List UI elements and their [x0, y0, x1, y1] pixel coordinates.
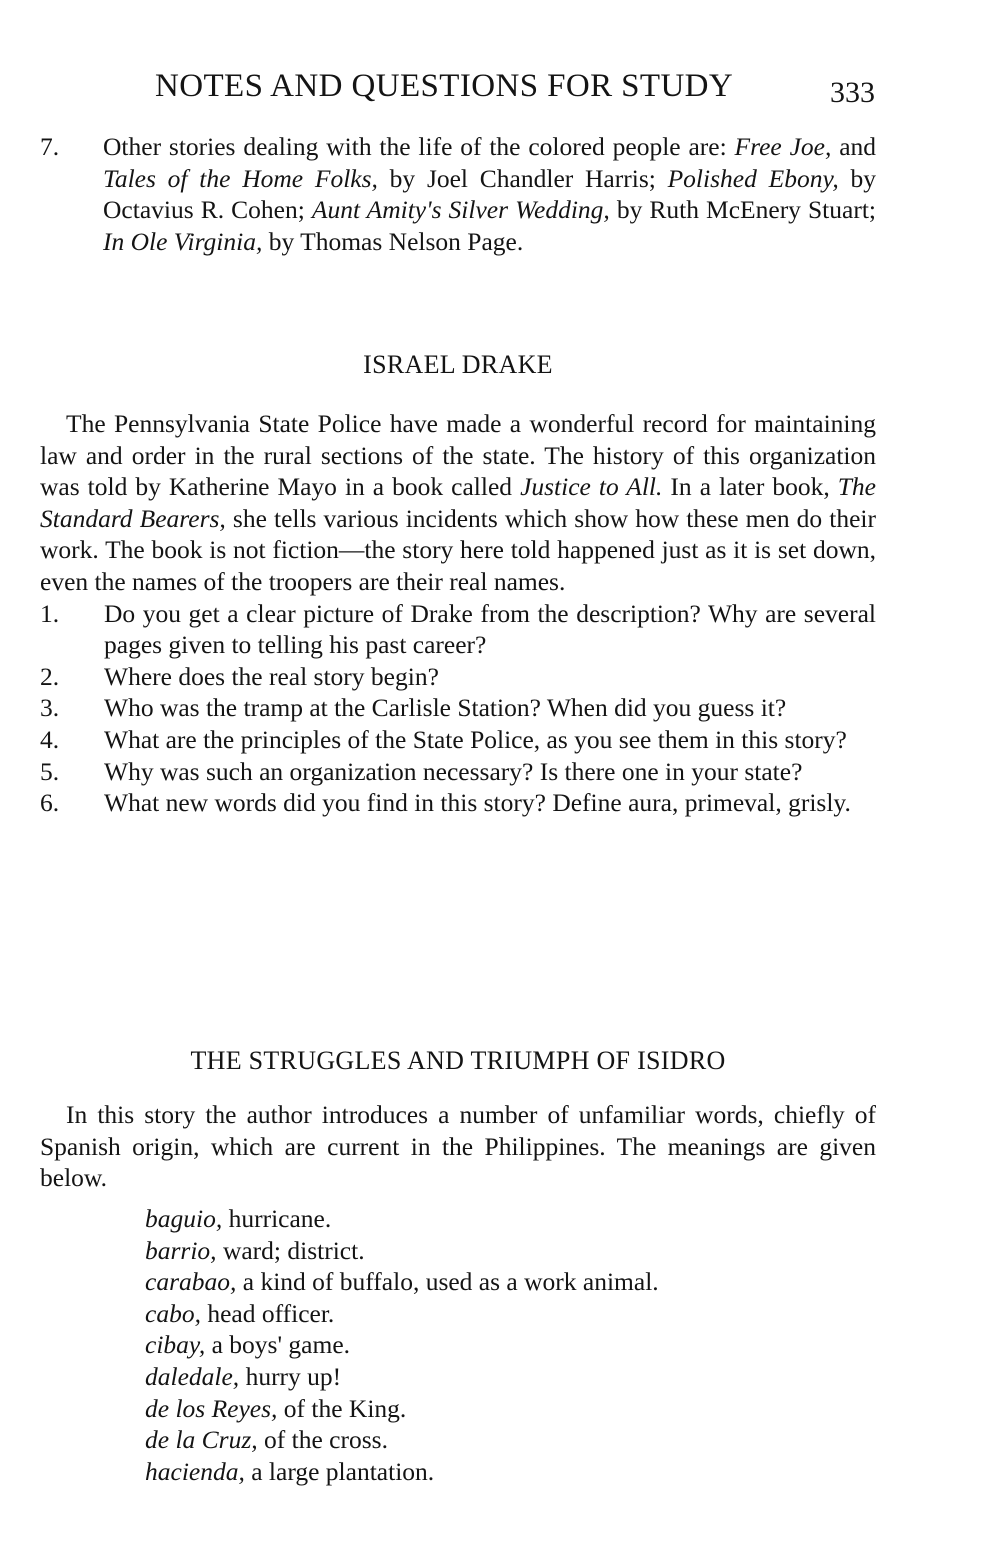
book-title: Polished Ebony,: [667, 163, 839, 193]
glossary-definition: head officer.: [200, 1298, 335, 1328]
text-run: by Joel Chandler Harris;: [377, 163, 668, 193]
text-run: Other stories dealing with the life of the colored people are:: [103, 132, 735, 161]
text-run: she tells various incidents which show how these men do their work. The book is not fiction—the story here told happened just as it is set down, even the names of the troopers are their real names.: [40, 503, 876, 596]
question-item: [40, 598, 876, 661]
note-seven: [40, 131, 876, 257]
glossary-definition: a kind of buffalo, used as a work animal.: [236, 1267, 659, 1297]
glossary-entry: [145, 1456, 845, 1488]
book-title: Free Joe,: [734, 132, 832, 161]
text-run: by Thomas Nelson Page.: [262, 226, 524, 256]
book-title: In Ole Virginia,: [103, 226, 263, 256]
glossary-term: daledale,: [145, 1361, 240, 1391]
question-text: What new words did you find in this story? Define aura, primeval, grisly.: [104, 788, 851, 818]
question-text: Do you get a clear picture of Drake from the description? Why are several pages given to telling his past career?: [104, 598, 876, 660]
question-text: What are the principles of the State Police, as you see them in this story?: [104, 724, 847, 754]
glossary-term: hacienda,: [145, 1456, 245, 1486]
question-number: 6.: [40, 788, 60, 818]
question-text: Where does the real story begin?: [104, 661, 439, 691]
glossary-entry: [145, 1329, 845, 1361]
question-list: [40, 598, 876, 819]
glossary-entry: [145, 1424, 845, 1456]
note-text: [103, 131, 876, 257]
glossary-definition: hurry up!: [239, 1361, 342, 1391]
glossary-definition: of the King.: [277, 1393, 407, 1423]
question-text: Who was the tramp at the Carlisle Station? When did you guess it?: [104, 693, 787, 723]
glossary-entry: [145, 1361, 845, 1393]
glossary-term: cabo,: [145, 1298, 201, 1328]
isidro-section: [40, 1099, 876, 1194]
question-item: [40, 787, 876, 819]
glossary-definition: a large plantation.: [244, 1456, 435, 1486]
glossary-definition: ward; district.: [216, 1235, 365, 1265]
glossary-definition: of the cross.: [257, 1425, 388, 1455]
question-item: [40, 661, 876, 693]
glossary: [145, 1203, 845, 1487]
page-number: 333: [830, 76, 875, 109]
text-run: The Pennsylvania State Police have made a wonderful record for maintaining law and order in the rural sections of the state. The history of this organization was told by Katherine Mayo in a book called: [40, 409, 876, 502]
section-heading-isidro: THE STRUGGLES AND TRIUMPH OF ISIDRO: [190, 1046, 726, 1075]
text-run: by Ruth McEnery Stuart;: [609, 195, 876, 225]
text-run: by Octavius R. Cohen;: [103, 163, 877, 225]
glossary-term: de los Reyes,: [145, 1393, 278, 1423]
glossary-entry: [145, 1266, 845, 1298]
question-number: 5.: [40, 756, 60, 786]
section-heading-israel-drake: ISRAEL DRAKE: [363, 350, 553, 379]
text-run: In a later book,: [662, 472, 838, 502]
note-number: 7.: [40, 132, 60, 161]
question-item: [40, 756, 876, 788]
note-item: [40, 131, 876, 257]
israel-drake-section: [40, 408, 876, 819]
book-title: Aunt Amity's Silver Wedding,: [311, 195, 610, 225]
israel-drake-intro: [40, 408, 876, 598]
question-number: 3.: [40, 693, 60, 723]
glossary-definition: a boys' game.: [205, 1330, 351, 1360]
question-number: 1.: [40, 598, 60, 628]
glossary-entry: [145, 1235, 845, 1267]
glossary-entry: [145, 1298, 845, 1330]
running-head: [155, 68, 875, 118]
isidro-intro: In this story the author introduces a number of unfamiliar words, chiefly of Spanish origin, which are current in the Philippines. The meanings are given below.: [40, 1100, 876, 1193]
glossary-definition: hurricane.: [222, 1204, 332, 1233]
book-title: Justice to All.: [520, 472, 663, 502]
question-text: Why was such an organization necessary? Is there one in your state?: [104, 756, 803, 786]
question-number: 4.: [40, 724, 60, 754]
text-run: and: [831, 132, 877, 161]
question-number: 2.: [40, 661, 60, 691]
glossary-term: de la Cruz,: [145, 1425, 258, 1455]
glossary-term: baguio,: [145, 1204, 223, 1233]
book-title: Tales of the Home Folks,: [103, 163, 378, 193]
glossary-entry: [145, 1393, 845, 1425]
running-title: NOTES AND QUESTIONS FOR STUDY: [155, 68, 734, 104]
glossary-term: carabao,: [145, 1267, 237, 1297]
book-title: The Standard Bearers,: [40, 472, 876, 533]
glossary-term: barrio,: [145, 1235, 217, 1265]
question-item: [40, 724, 876, 756]
glossary-entry: [145, 1203, 845, 1235]
glossary-term: cibay,: [145, 1330, 206, 1360]
question-item: [40, 692, 876, 724]
